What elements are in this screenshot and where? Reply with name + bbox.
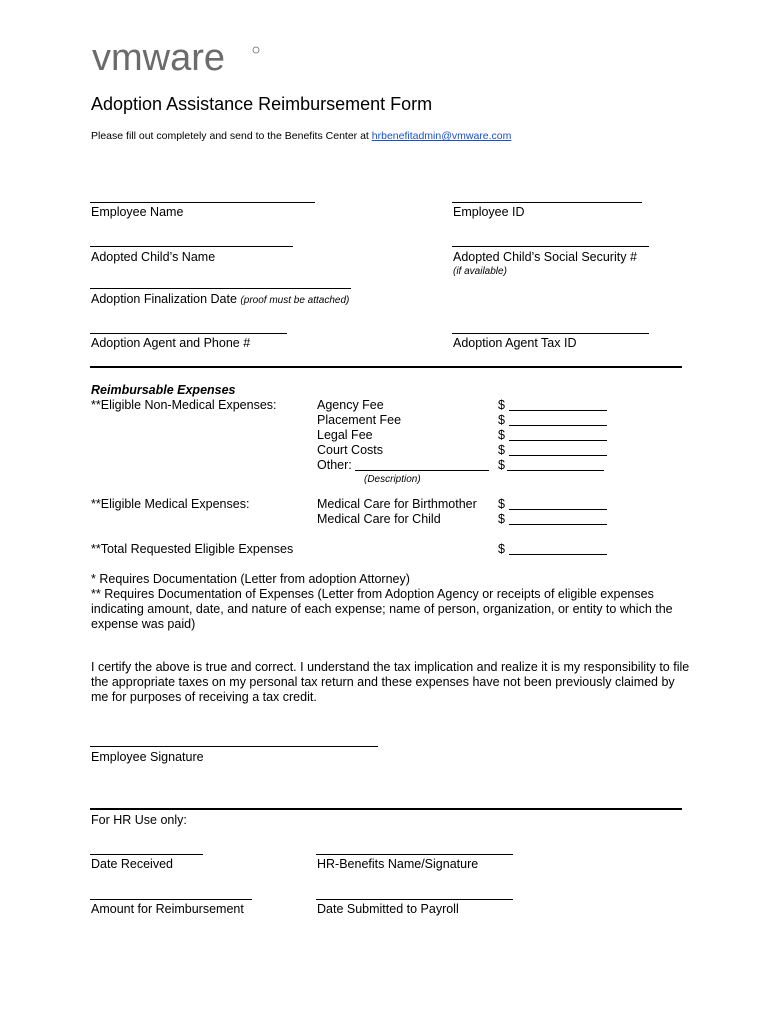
hr-divider	[90, 808, 682, 810]
non-medical-label: **Eligible Non-Medical Expenses:	[91, 398, 277, 412]
finalization-date-text: Adoption Finalization Date	[91, 292, 237, 306]
certification-text: I certify the above is true and correct. I understand the tax implication and realize it is my responsibility to file the appropriate taxes on my personal tax return and these expenses have not been previously claimed by me for purposes of receiving a tax credit.	[91, 660, 690, 704]
child-care-label: Medical Care for Child	[317, 512, 441, 526]
total-dollar: $	[498, 542, 505, 556]
legal-fee-dollar: $	[498, 428, 505, 442]
section-divider	[90, 366, 682, 368]
note-single-asterisk: * Requires Documentation (Letter from adoption Attorney)	[91, 572, 410, 586]
child-ssn-note: (if available)	[453, 266, 507, 277]
email-link[interactable]: hrbenefitadmin@vmware.com	[371, 130, 512, 142]
court-costs-dollar: $	[498, 443, 505, 457]
signature-line[interactable]	[90, 746, 378, 747]
date-received-label: Date Received	[91, 857, 173, 871]
vmware-logo-text: vmware	[92, 38, 226, 79]
finalization-note: (proof must be attached)	[240, 295, 350, 306]
child-care-dollar: $	[498, 512, 505, 526]
employee-id-line[interactable]	[452, 202, 642, 203]
birthmother-care-label: Medical Care for Birthmother	[317, 497, 477, 511]
child-ssn-line[interactable]	[452, 246, 649, 247]
date-submitted-label: Date Submitted to Payroll	[317, 902, 459, 916]
employee-id-label: Employee ID	[453, 205, 525, 219]
amount-line[interactable]	[90, 899, 252, 900]
placement-fee-amount-line[interactable]	[509, 425, 607, 426]
agent-phone-label: Adoption Agent and Phone #	[91, 336, 251, 350]
other-description-line[interactable]	[355, 470, 489, 471]
child-ssn-label: Adopted Child’s Social Security #	[453, 250, 637, 264]
instructions-text: Please fill out completely and send to the Benefits Center at	[91, 130, 369, 142]
child-care-amount-line[interactable]	[509, 524, 607, 525]
date-submitted-line[interactable]	[316, 899, 513, 900]
placement-fee-dollar: $	[498, 413, 505, 427]
note-double-asterisk: ** Requires Documentation of Expenses (Letter from Adoption Agency or receipts of eligible expenses indicating amount, date, and nature of each expense; name of person, organization, or entity to which the expense was paid)	[91, 587, 673, 631]
finalization-date-label	[91, 292, 349, 308]
agency-fee-amount-line[interactable]	[509, 410, 607, 411]
total-amount-line[interactable]	[509, 554, 607, 555]
employee-name-line[interactable]	[90, 202, 315, 203]
legal-fee-label: Legal Fee	[317, 428, 373, 442]
form-title: Adoption Assistance Reimbursement Form	[91, 94, 433, 114]
agent-phone-line[interactable]	[90, 333, 287, 334]
birthmother-care-amount-line[interactable]	[509, 509, 607, 510]
legal-fee-amount-line[interactable]	[509, 440, 607, 441]
court-costs-amount-line[interactable]	[509, 455, 607, 456]
child-name-line[interactable]	[90, 246, 293, 247]
placement-fee-label: Placement Fee	[317, 413, 402, 427]
agency-fee-dollar: $	[498, 398, 505, 412]
agent-tax-id-label: Adoption Agent Tax ID	[453, 336, 577, 350]
amount-label: Amount for Reimbursement	[91, 902, 244, 916]
agency-fee-label: Agency Fee	[317, 398, 384, 412]
date-received-line[interactable]	[90, 854, 203, 855]
hr-heading: For HR Use only:	[91, 813, 187, 827]
hr-signature-line[interactable]	[316, 854, 513, 855]
birthmother-care-dollar: $	[498, 497, 505, 511]
other-dollar: $	[498, 458, 505, 472]
medical-label: **Eligible Medical Expenses:	[91, 497, 250, 511]
hr-signature-label: HR-Benefits Name/Signature	[317, 857, 479, 871]
expenses-heading: Reimbursable Expenses	[91, 383, 236, 397]
signature-label: Employee Signature	[91, 750, 204, 764]
employee-name-label: Employee Name	[91, 205, 184, 219]
vmware-logo	[92, 38, 262, 80]
description-note: (Description)	[364, 474, 421, 485]
child-name-label: Adopted Child’s Name	[91, 250, 216, 264]
other-amount-line[interactable]	[507, 470, 604, 471]
other-label: Other:	[317, 458, 352, 472]
instructions	[91, 130, 511, 142]
finalization-date-line[interactable]	[90, 288, 351, 289]
court-costs-label: Court Costs	[317, 443, 383, 457]
total-label: **Total Requested Eligible Expenses	[91, 542, 294, 556]
agent-tax-id-line[interactable]	[452, 333, 649, 334]
